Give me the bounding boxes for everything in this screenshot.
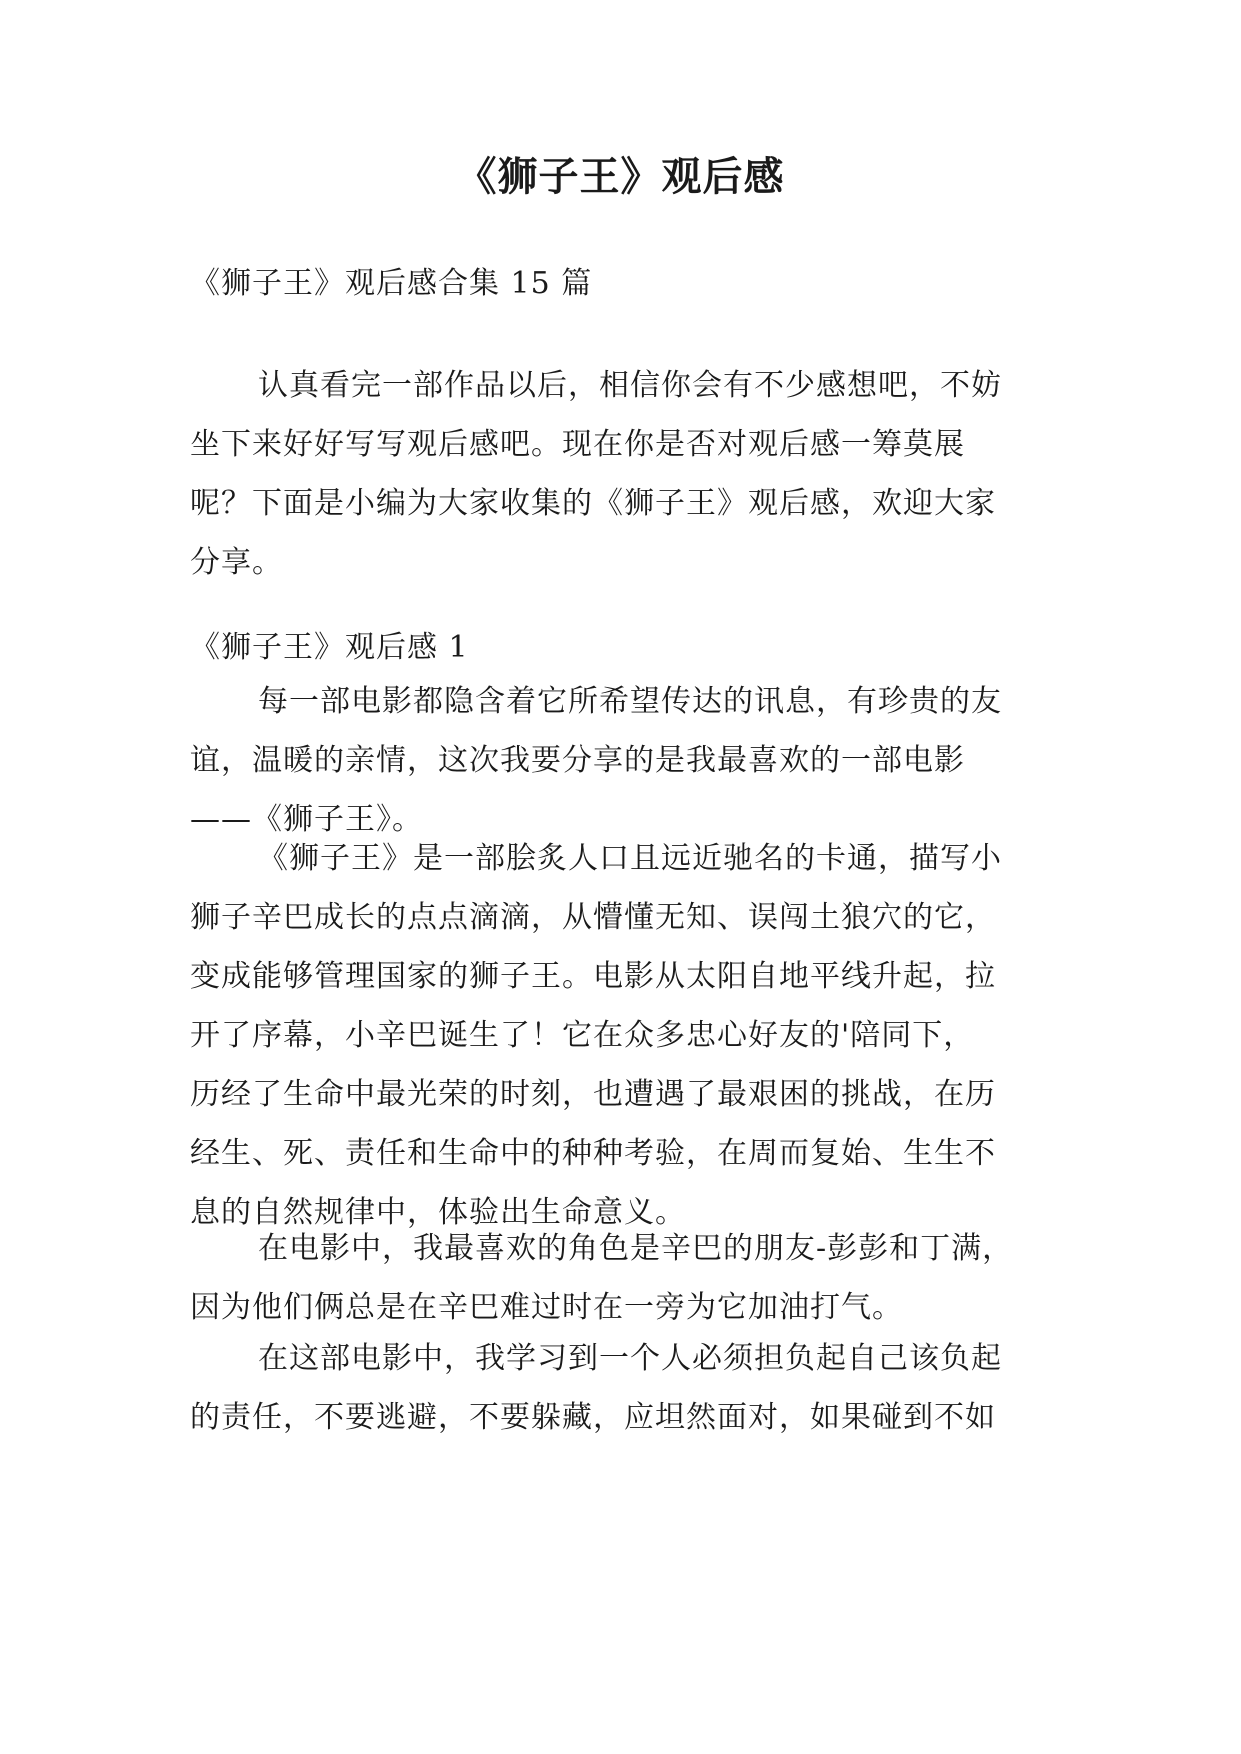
paragraph-line: 在这部电影中，我学习到一个人必须担负起自己该负起 [258, 1341, 1002, 1376]
intro-line: 认真看完一部作品以后，相信你会有不少感想吧，不妨 [258, 368, 1002, 403]
paragraph-line: 狮子辛巴成长的点点滴滴，从懵懂无知、误闯土狼穴的它， [190, 900, 996, 935]
paragraph-line: 开了序幕，小辛巴诞生了！它在众多忠心好友的'陪同下， [190, 1018, 975, 1053]
document-title: 《狮子王》观后感 [456, 154, 785, 200]
paragraph-line: 每一部电影都隐含着它所希望传达的讯息，有珍贵的友 [258, 684, 1002, 719]
body-paragraph-3 [190, 1219, 1060, 1337]
paragraph-line: 经生、死、责任和生命中的种种考验，在周而复始、生生不 [190, 1136, 996, 1171]
subtitle-text: 《狮子王》观后感合集 15 篇 [190, 266, 593, 301]
section-heading [190, 618, 1060, 677]
intro-line: 坐下来好好写写观后感吧。现在你是否对观后感一筹莫展 [190, 427, 965, 462]
intro-line: 分享。 [190, 545, 283, 580]
intro-paragraph [190, 356, 1060, 592]
paragraph-line: 在电影中，我最喜欢的角色是辛巴的朋友-彭彭和丁满， [258, 1231, 1014, 1266]
paragraph-line: 因为他们俩总是在辛巴难过时在一旁为它加油打气。 [190, 1290, 903, 1325]
intro-line: 呢？下面是小编为大家收集的《狮子王》观后感，欢迎大家 [190, 486, 996, 521]
paragraph-line: 历经了生命中最光荣的时刻，也遭遇了最艰困的挑战，在历 [190, 1077, 996, 1112]
body-paragraph-1 [190, 672, 1060, 849]
paragraph-line: 息的自然规律中，体验出生命意义。 [190, 1195, 686, 1230]
paragraph-line: 《狮子王》是一部脍炙人口且远近驰名的卡通，描写小 [258, 841, 1002, 876]
paragraph-line: 变成能够管理国家的狮子王。电影从太阳自地平线升起，拉 [190, 959, 996, 994]
paragraph-line: ——《狮子王》。 [190, 802, 423, 837]
paragraph-line: 的责任，不要逃避，不要躲藏，应坦然面对，如果碰到不如 [190, 1400, 996, 1435]
document-subtitle [190, 254, 1060, 313]
section-heading-text: 《狮子王》观后感 1 [190, 630, 469, 665]
body-paragraph-4 [190, 1329, 1060, 1447]
paragraph-line: 谊，温暖的亲情，这次我要分享的是我最喜欢的一部电影 [190, 743, 965, 778]
body-paragraph-2 [190, 829, 1060, 1242]
